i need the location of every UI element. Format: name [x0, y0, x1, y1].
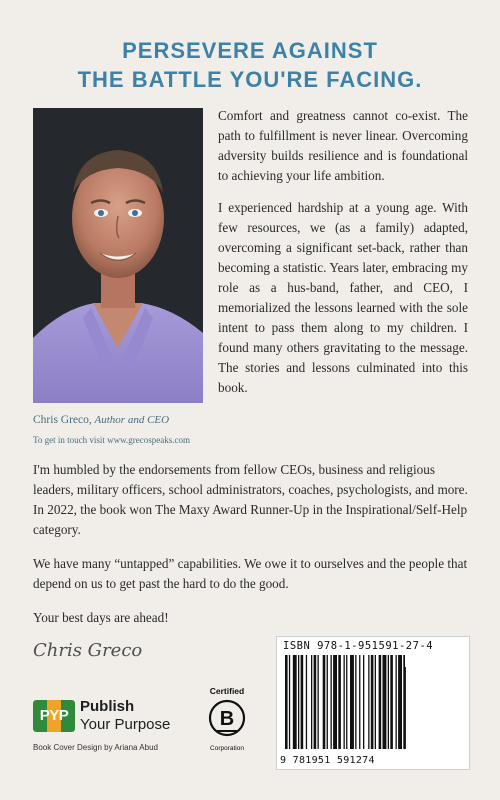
bcorp-letter: B: [219, 708, 235, 730]
barcode-bar: [333, 655, 337, 749]
author-photo: [33, 108, 203, 403]
barcode-bar: [289, 655, 290, 749]
barcode-bar: [368, 655, 369, 749]
barcode-bar: [344, 655, 345, 749]
barcode-bars-icon: [277, 637, 469, 769]
isbn-barcode: [276, 636, 470, 770]
barcode-bar: [331, 655, 332, 749]
price-label-background: [405, 653, 465, 667]
isbn-number: ISBN 978-1-951591-27-4: [283, 640, 434, 652]
barcode-bar: [285, 655, 288, 749]
barcode-bar: [338, 655, 341, 749]
ean-digits: 9 781951 591274: [280, 755, 375, 766]
barcode-bar: [301, 655, 304, 749]
barcode-bar: [298, 655, 299, 749]
barcode-bar: [293, 655, 297, 749]
capabilities-paragraph: We have many “untapped” capabilities. We owe it to ourselves and the people that depend on us to get past the hard to do the good.: [33, 556, 468, 591]
barcode-bar: [375, 655, 376, 749]
bcorp-corporation: Corporation: [210, 745, 244, 752]
barcode-bar: [327, 655, 328, 749]
barcode-bar: [346, 655, 347, 749]
photo-caption: [33, 413, 223, 448]
headline-line-1: PERSEVERE AGAINST: [122, 38, 378, 63]
barcode-bar: [318, 655, 319, 749]
barcode-bar: [363, 655, 364, 749]
pyp-logo-mark: PYP: [39, 707, 69, 724]
publisher-logo: [33, 700, 203, 760]
publisher-name-line-2: Your Purpose: [80, 716, 171, 733]
b-corp-badge: [204, 686, 250, 756]
endorsements-paragraph: I'm humbled by the endorsements from fellow CEOs, business and religious leaders, military officers, school administrators, coaches, psychologists, and more. In 2022, the book won The Maxy Award Runner-Up in the Inspirational/Self-Help category.: [33, 462, 468, 537]
barcode-bar: [403, 655, 406, 749]
barcode-bar: [306, 655, 307, 749]
barcode-bar: [314, 655, 317, 749]
barcode-bar: [390, 655, 393, 749]
barcode-bar: [388, 655, 389, 749]
b-corp-icon: [207, 698, 247, 738]
closing-line: Your best days are ahead!: [33, 610, 169, 625]
barcode-bar: [359, 655, 360, 749]
author-contact: To get in touch visit www.grecospeaks.com: [33, 435, 191, 445]
back-cover-headline: [0, 36, 500, 94]
barcode-bar: [371, 655, 374, 749]
hardship-paragraph: I experienced hardship at a young age. With few resources, we (as a family) adapted, overcoming a significant set-back, rather than becoming a statistic. Years later, embracing my role as a hus-band, father, and CEO, I memorialized the lessons learned with the sole intent to pass them along to my children. I found many others gravitating to the message. The stories and lessons culminated into this book.: [218, 200, 468, 395]
author-role: Author and CEO: [94, 414, 170, 426]
author-signature: Chris Greco: [33, 640, 143, 661]
author-portrait-icon: [33, 108, 203, 403]
publisher-name-line-1: Publish: [80, 698, 135, 715]
barcode-bar: [398, 655, 402, 749]
bcorp-certified: Certified: [209, 686, 245, 696]
headline-line-2: THE BATTLE YOU'RE FACING.: [77, 67, 423, 92]
barcode-bar: [383, 655, 387, 749]
barcode-bar: [350, 655, 354, 749]
intro-text-column: [218, 106, 468, 410]
cover-design-credit: Book Cover Design by Ariana Abud: [33, 743, 158, 752]
barcode-bar: [355, 655, 356, 749]
barcode-bar: [323, 655, 326, 749]
barcode-bar: [396, 655, 397, 749]
intro-paragraph: Comfort and greatness cannot co-exist. The path to fulfillment is never linear. Overcoming adversity builds resilience and is foundational to achieving your life ambition.: [218, 108, 468, 183]
barcode-bar: [379, 655, 382, 749]
author-name: Chris Greco,: [33, 414, 92, 426]
barcode-bar: [311, 655, 312, 749]
publisher-name: [80, 698, 170, 734]
body-text: [33, 460, 469, 642]
